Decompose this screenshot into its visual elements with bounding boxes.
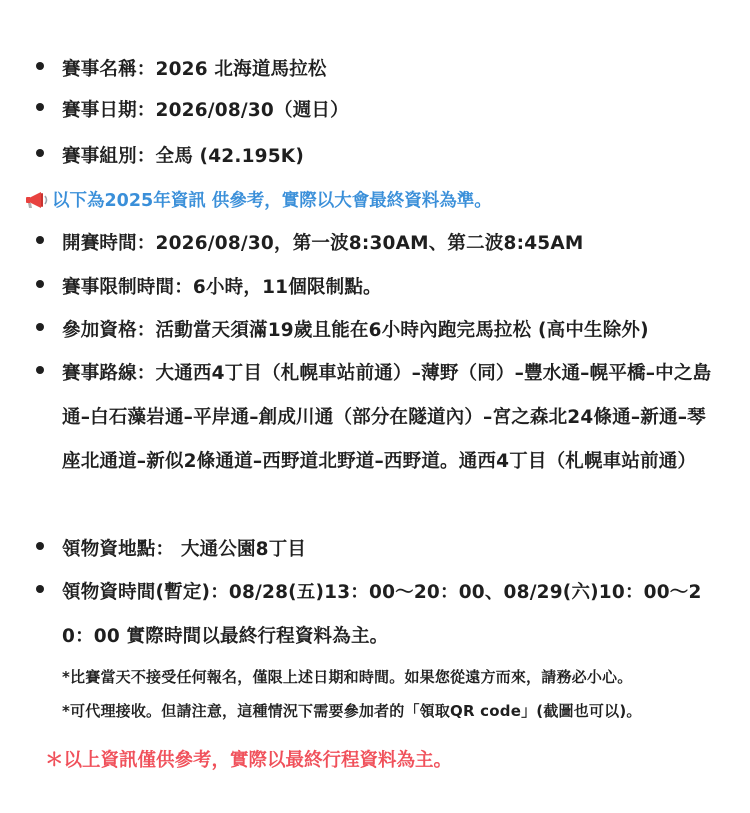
bullet-dot (36, 366, 44, 374)
pickup-time-text: 領物資時間(暫定)：08/28(五)13：00～20：00、08/29(六)10：00～20：00 實際時間以最終行程資料為主。 (62, 582, 702, 647)
bullet-dot (36, 323, 44, 331)
list-item-pickup-time (36, 571, 720, 659)
event-category-text: 賽事組別：全馬 (42.195K) (62, 146, 304, 167)
pickup-location-text: 領物資地點： 大通公園8丁目 (62, 539, 307, 560)
time-limit-text: 賽事限制時間：6小時，11個限制點。 (62, 277, 382, 298)
bullet-dot (36, 149, 44, 157)
megaphone-icon (24, 190, 50, 210)
footer-disclaimer: ＊以上資訊僅供參考，實際以最終行程資料為主。 (45, 750, 453, 771)
list-item-route (36, 352, 720, 484)
bullet-dot (36, 280, 44, 288)
bullet-dot (36, 236, 44, 244)
event-name-text: 賽事名稱：2026 北海道馬拉松 (62, 59, 327, 80)
note-no-onsite-registration: *比賽當天不接受任何報名，僅限上述日期和時間。如果您從遠方而來，請務必小心。 (62, 668, 633, 686)
list-item-event-name (36, 48, 720, 92)
bullet-dot (36, 103, 44, 111)
info-notice (24, 187, 492, 212)
note-proxy-pickup: *可代理接收。但請注意，這種情況下需要參加者的「領取QR code」(截圖也可以)。 (62, 702, 642, 720)
list-item-event-date (36, 89, 720, 133)
list-item-time-limit (36, 266, 720, 310)
event-date-text: 賽事日期：2026/08/30（週日） (62, 100, 349, 121)
list-item-pickup-location (36, 528, 720, 572)
eligibility-text: 參加資格：活動當天須滿19歲且能在6小時內跑完馬拉松 (高中生除外) (62, 320, 649, 341)
notice-text: 以下為2025年資訊 供參考，實際以大會最終資料為準。 (52, 191, 492, 211)
list-item-event-category (36, 135, 720, 179)
route-text: 賽事路線：大通西4丁目（札幌車站前通）–薄野（同）–豐水通–幌平橋–中之島通–白石藻岩通–平岸通–創成川通（部分在隧道內）–宮之森北24條通–新通–琴座北通道–新似2條通道–西野道北野道–西野道。通西4丁目（札幌車站前通） (62, 363, 712, 472)
list-item-start-time (36, 222, 720, 266)
list-item-eligibility (36, 309, 720, 353)
bullet-dot (36, 62, 44, 70)
bullet-dot (36, 585, 44, 593)
bullet-dot (36, 542, 44, 550)
start-time-text: 開賽時間：2026/08/30，第一波8:30AM、第二波8:45AM (62, 233, 584, 254)
